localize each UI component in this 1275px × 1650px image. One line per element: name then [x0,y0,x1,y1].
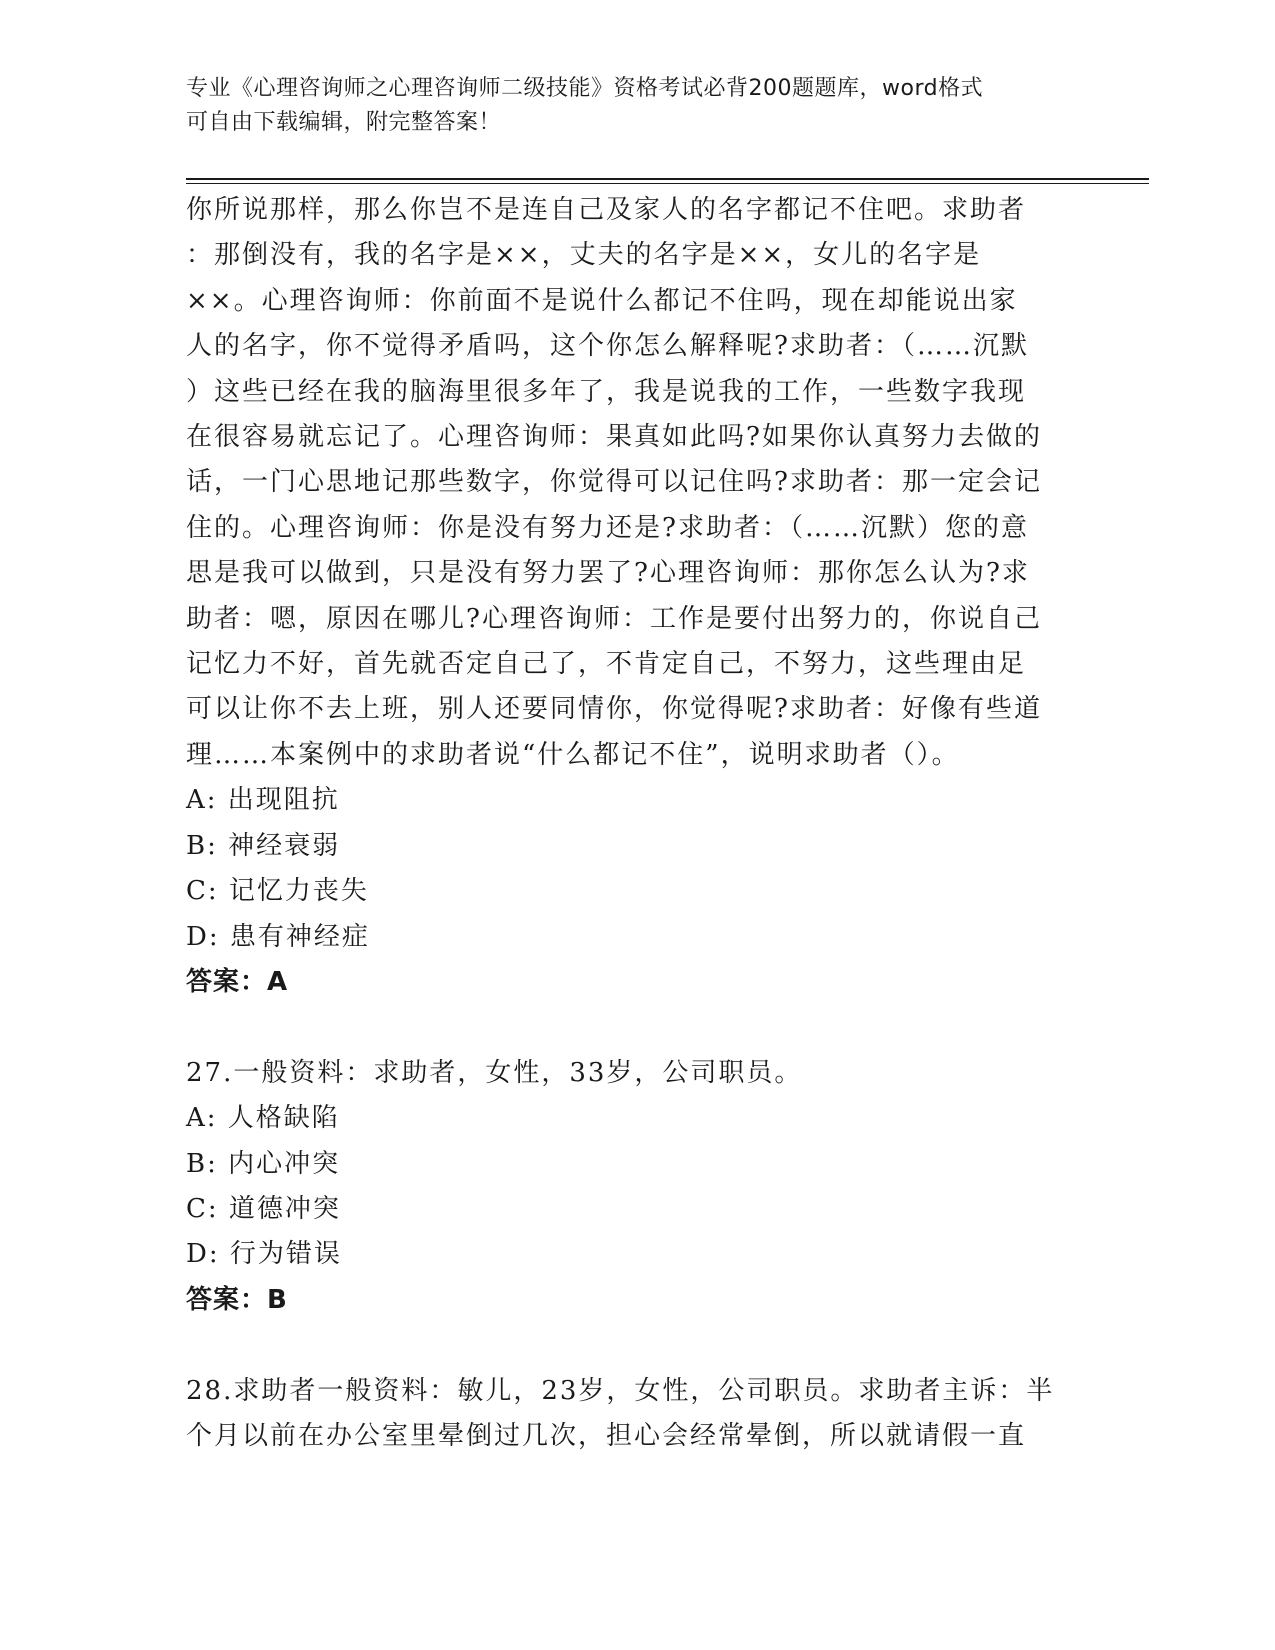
question-text-line: ××。心理咨询师：你前面不是说什么都记不住吗，现在却能说出家 [186,285,1018,316]
spacer [186,1005,1086,1050]
header-title-line-2: 可自由下载编辑，附完整答案！ [186,110,502,135]
question-text-line: 可以让你不去上班，别人还要同情你，你觉得呢?求助者：好像有些道 [186,694,1042,725]
option-a: A: 人格缺陷 [186,1103,340,1134]
option-b: B: 内心冲突 [186,1148,341,1179]
header-title-line-1: 专业《心理咨询师之心理咨询师二级技能》资格考试必背200题题库，word格式 [186,76,984,101]
question-text-line: 在很容易就忘记了。心理咨询师：果真如此吗?如果你认真努力去做的 [186,422,1042,453]
question-text-line: 个月以前在办公室里晕倒过几次，担心会经常晕倒，所以就请假一直 [186,1420,1027,1451]
question-text-line: 话，一门心思地记那些数字，你觉得可以记住吗?求助者：那一定会记 [186,467,1042,498]
question-text-line: 思是我可以做到，只是没有努力罢了?心理咨询师：那你怎么认为?求 [186,558,1030,589]
question-stem: 27.一般资料：求助者，女性，33岁，公司职员。 [186,1057,803,1088]
option-c: C: 道德冲突 [186,1193,341,1224]
header-divider-thin [186,183,1149,184]
question-text-line: 人的名字，你不觉得矛盾吗，这个你怎么解释呢?求助者：（……沉默 [186,331,1029,362]
answer-label: 答案：A [186,966,289,997]
question-text-line: 记忆力不好，首先就否定自己了，不肯定自己，不努力，这些理由足 [186,649,1027,680]
option-d: D: 行为错误 [186,1239,342,1270]
answer-label: 答案：B [186,1284,288,1315]
question-text-line: 你所说那样，那么你岂不是连自己及家人的名字都记不住吧。求助者 [186,195,1027,225]
option-c: C: 记忆力丧失 [186,876,369,907]
question-28 [186,1369,1086,1460]
option-b: B: 神经衰弱 [186,830,341,861]
page-header [186,72,1086,140]
question-text-line: 住的。心理咨询师：你是没有努力还是?求助者：（……沉默）您的意 [186,512,1029,543]
question-text-line: ）这些已经在我的脑海里很多年了，我是说我的工作，一些数字我现 [186,376,1027,407]
spacer [186,1323,1086,1368]
question-27 [186,1051,1086,1323]
option-a: A: 出现阻抗 [186,785,340,816]
header-divider [186,178,1149,180]
question-text-line: 28.求助者一般资料：敏儿，23岁，女性，公司职员。求助者主诉：半 [186,1375,1055,1406]
document-body [186,188,1086,1459]
question-26-continued [186,188,1086,1005]
question-text-line: 理……本案例中的求助者说“什么都记不住”，说明求助者（）。 [186,739,960,770]
question-text-line: 助者：嗯，原因在哪儿?心理咨询师：工作是要付出努力的，你说自己 [186,603,1042,634]
option-d: D: 患有神经症 [186,921,370,952]
question-text-line: ：那倒没有，我的名字是××，丈夫的名字是××，女儿的名字是 [186,240,982,271]
